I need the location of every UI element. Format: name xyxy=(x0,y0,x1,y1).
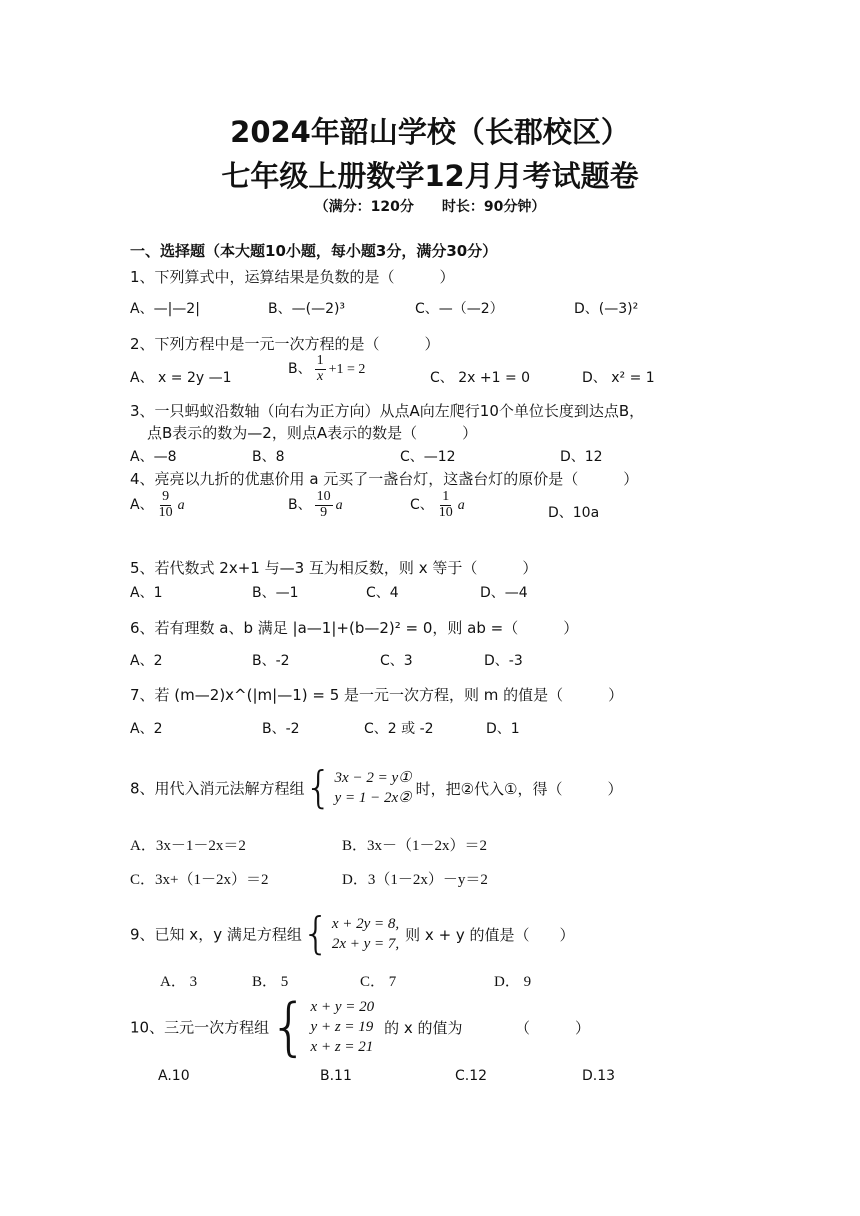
q1-option-a: A、—|—2| xyxy=(130,301,200,317)
q9-stem: 9、已知 x，y 满足方程组 { x + 2y = 8, 2x + y = 7, 则 x + y 的值是（ ） xyxy=(130,908,575,959)
q8-option-a: A．3x－1－2x＝2 xyxy=(130,838,246,854)
q4-option-a: A、 $\frac{9}{10}$ a xyxy=(130,489,185,520)
q4-option-d: D、10a xyxy=(548,505,600,521)
q2-option-a: A、 x = 2y —1 xyxy=(130,370,232,386)
q2-option-d: D、 x² = 1 xyxy=(582,370,655,386)
q8-option-b: B．3x－（1－2x）＝2 xyxy=(342,838,488,854)
q10-option-c: C.12 xyxy=(455,1068,488,1084)
q5-stem: 5、若代数式 2x+1 与—3 互为相反数，则 x 等于（ ） xyxy=(130,559,538,577)
q2-option-b: B、 $\frac{1}{x}$ +1 = 2 xyxy=(288,353,366,384)
q8-stem: 8、用代入消元法解方程组 { 3x − 2 = y① y = 1 − 2x② 时，把②代入①，得（ ） xyxy=(130,762,623,813)
q1-option-d: D、(—3)² xyxy=(574,301,639,317)
q5-option-b: B、—1 xyxy=(252,585,299,601)
q3-option-b: B、8 xyxy=(252,449,285,465)
q3-option-d: D、12 xyxy=(560,449,603,465)
q3-stem-line-1: 3、一只蚂蚁沿数轴（向右为正方向）从点A向左爬行10个单位长度到达点B， xyxy=(130,402,645,420)
q7-option-b: B、-2 xyxy=(262,721,300,737)
q6-stem: 6、若有理数 a、b 满足 |a—1|+(b—2)² = 0，则 ab =（ ） xyxy=(130,619,579,637)
q10-option-a: A.10 xyxy=(158,1068,190,1084)
q7-option-a: A、2 xyxy=(130,721,163,737)
q10-option-d: D.13 xyxy=(582,1068,616,1084)
q9-option-c: C． 7 xyxy=(360,974,397,990)
q5-option-a: A、1 xyxy=(130,585,163,601)
q3-option-a: A、—8 xyxy=(130,449,177,465)
exam-subtitle: （满分：120分 时长：90分钟） xyxy=(314,199,546,215)
q4-option-b: B、 $\frac{10}{9}$ a xyxy=(288,489,343,520)
q6-option-b: B、-2 xyxy=(252,653,290,669)
q9-option-b: B． 5 xyxy=(252,974,289,990)
q7-stem: 7、若 (m—2)x^(|m|—1) = 5 是一元一次方程，则 m 的值是（ ） xyxy=(130,686,624,704)
q4-option-c: C、 $\frac{1}{10}$ a xyxy=(410,489,465,520)
title-line-2: 七年级上册数学12月月考试题卷 xyxy=(221,159,639,193)
q9-option-d: D． 9 xyxy=(494,974,532,990)
section-heading: 一、选择题（本大题10小题，每小题3分，满分30分） xyxy=(130,242,498,260)
title-line-1: 2024年韶山学校（长郡校区） xyxy=(230,115,630,149)
q7-option-c: C、2 或 -2 xyxy=(364,721,434,737)
q3-option-c: C、—12 xyxy=(400,449,456,465)
q4-stem: 4、亮亮以九折的优惠价用 a 元买了一盏台灯，这盏台灯的原价是（ ） xyxy=(130,470,639,488)
q6-option-a: A、2 xyxy=(130,653,163,669)
q6-option-c: C、3 xyxy=(380,653,413,669)
q1-option-b: B、—(—2)³ xyxy=(268,301,346,317)
q10-stem: 10、三元一次方程组 { x + y = 20 y + z = 19 x + z = 21 的 x 的值为 （ ） xyxy=(130,990,591,1063)
q8-equation-system: { 3x − 2 = y① y = 1 − 2x② xyxy=(304,762,412,813)
q8-option-d: D．3（1－2x）－y＝2 xyxy=(342,872,488,888)
q5-option-d: D、—4 xyxy=(480,585,528,601)
q8-option-c: C．3x+（1－2x）＝2 xyxy=(130,872,269,888)
q10-option-b: B.11 xyxy=(320,1068,352,1084)
q10-equation-system: { x + y = 20 y + z = 19 x + z = 21 xyxy=(269,990,375,1063)
q2-stem: 2、下列方程中是一元一次方程的是（ ） xyxy=(130,335,440,353)
q9-option-a: A． 3 xyxy=(160,974,198,990)
q1-stem: 1、下列算式中，运算结果是负数的是（ ） xyxy=(130,268,455,286)
q9-equation-system: { x + 2y = 8, 2x + y = 7, xyxy=(301,908,400,959)
q3-stem-line-2: 点B表示的数为—2，则点A表示的数是（ ） xyxy=(147,424,478,442)
q6-option-d: D、-3 xyxy=(484,653,523,669)
q7-option-d: D、1 xyxy=(486,721,520,737)
q5-option-c: C、4 xyxy=(366,585,399,601)
q1-option-c: C、—（—2） xyxy=(415,301,504,317)
q2-option-c: C、 2x +1 = 0 xyxy=(430,370,531,386)
